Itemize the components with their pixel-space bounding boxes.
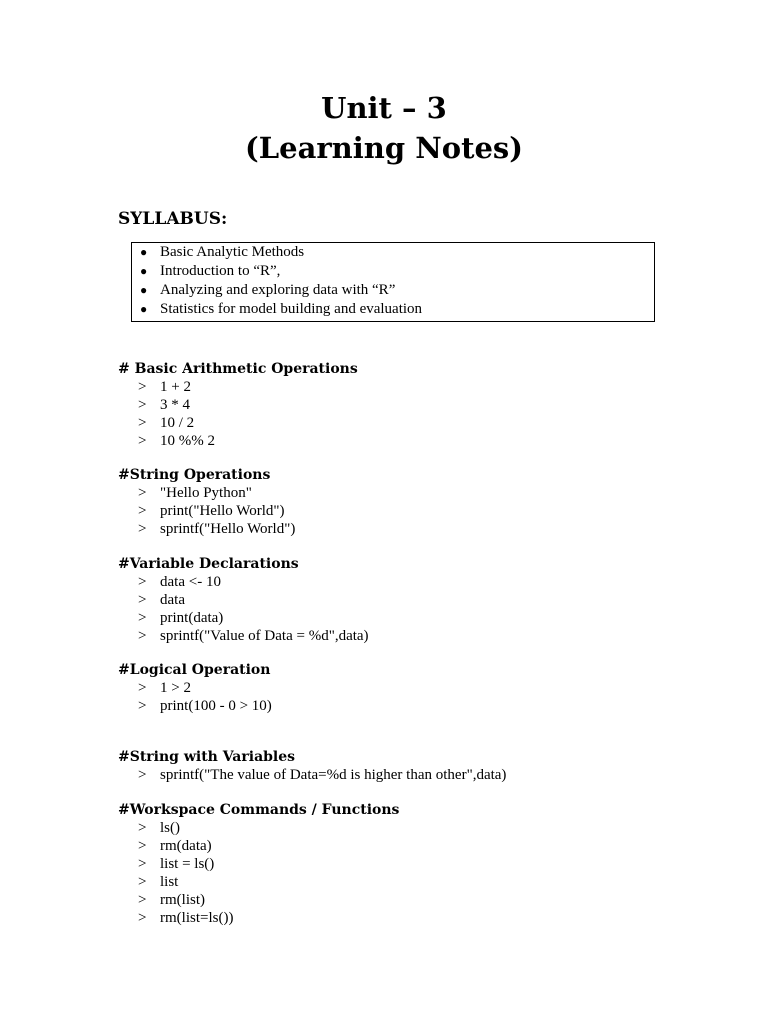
syllabus-box [131,242,655,322]
command-list [118,679,272,715]
syllabus-item [140,300,654,319]
syllabus-item-text: Introduction to “R”, [160,263,281,279]
arrow-icon: > [138,592,147,608]
command-item [118,378,358,396]
section-basic-arithmetic [118,360,358,450]
section-heading: #Logical Operation [118,662,271,678]
command-item [118,837,399,855]
arrow-icon: > [138,820,147,836]
command-text: print("Hello World") [160,503,285,519]
command-text: data [160,592,185,608]
command-text: print(100 - 0 > 10) [160,698,272,714]
arrow-icon: > [138,574,147,590]
command-text: rm(list) [160,892,205,908]
command-text: 1 + 2 [160,379,191,395]
command-list [118,378,358,450]
arrow-icon: > [138,698,147,714]
arrow-icon: > [138,628,147,644]
command-text: print(data) [160,610,224,626]
arrow-icon: > [138,767,147,783]
command-list [118,766,506,784]
command-item [118,909,399,927]
arrow-icon: > [138,680,147,696]
syllabus-item [140,243,654,262]
command-text: rm(data) [160,838,212,854]
arrow-icon: > [138,910,147,926]
arrow-icon: > [138,379,147,395]
command-list [118,573,369,645]
arrow-icon: > [138,856,147,872]
command-item [118,819,399,837]
syllabus-heading: SYLLABUS: [118,209,228,229]
command-text: ls() [160,820,180,836]
command-item [118,502,295,520]
bullet-icon: ● [140,264,148,278]
command-item [118,484,295,502]
arrow-icon: > [138,521,147,537]
command-text: sprintf("Value of Data = %d",data) [160,628,369,644]
section-logical-operation [118,661,272,715]
command-item [118,591,369,609]
section-string-with-variables [118,748,506,784]
arrow-icon: > [138,415,147,431]
command-item [118,432,358,450]
command-list [118,819,399,927]
section-string-operations [118,466,295,538]
command-text: 3 * 4 [160,397,190,413]
command-item [118,609,369,627]
command-text: data <- 10 [160,574,221,590]
command-list [118,484,295,538]
syllabus-item [140,281,654,300]
arrow-icon: > [138,838,147,854]
section-workspace-commands [118,801,399,927]
section-heading: #String with Variables [118,749,296,765]
command-text: rm(list=ls()) [160,910,234,926]
arrow-icon: > [138,397,147,413]
command-text: 10 / 2 [160,415,195,431]
command-item [118,766,506,784]
arrow-icon: > [138,610,147,626]
arrow-icon: > [138,503,147,519]
section-variable-declarations [118,555,369,645]
arrow-icon: > [138,874,147,890]
command-item [118,891,399,909]
command-item [118,396,358,414]
syllabus-list [140,243,654,319]
command-item [118,627,369,645]
command-item [118,520,295,538]
command-text: "Hello Python" [160,485,252,501]
command-text: 10 %% 2 [160,433,215,449]
arrow-icon: > [138,892,147,908]
command-text: 1 > 2 [160,680,191,696]
command-item [118,873,399,891]
bullet-icon: ● [140,283,148,297]
section-heading: # Basic Arithmetic Operations [118,361,358,377]
title-line-2: (Learning Notes) [245,131,523,165]
section-heading: #Variable Declarations [118,556,299,572]
bullet-icon: ● [140,302,148,316]
arrow-icon: > [138,485,147,501]
command-text: sprintf("The value of Data=%d is higher than other",data) [160,767,507,783]
title-line-1: Unit – 3 [321,91,447,125]
syllabus-item-text: Statistics for model building and evaluation [160,301,423,317]
command-text: list [160,874,179,890]
syllabus-item-text: Basic Analytic Methods [160,244,305,260]
syllabus-item-text: Analyzing and exploring data with “R” [160,282,396,298]
arrow-icon: > [138,433,147,449]
command-item [118,679,272,697]
command-text: sprintf("Hello World") [160,521,296,537]
bullet-icon: ● [140,245,148,259]
command-item [118,414,358,432]
syllabus-item [140,262,654,281]
command-item [118,697,272,715]
section-heading: #String Operations [118,467,271,483]
section-heading: #Workspace Commands / Functions [118,802,400,818]
command-item [118,855,399,873]
command-text: list = ls() [160,856,215,872]
command-item [118,573,369,591]
